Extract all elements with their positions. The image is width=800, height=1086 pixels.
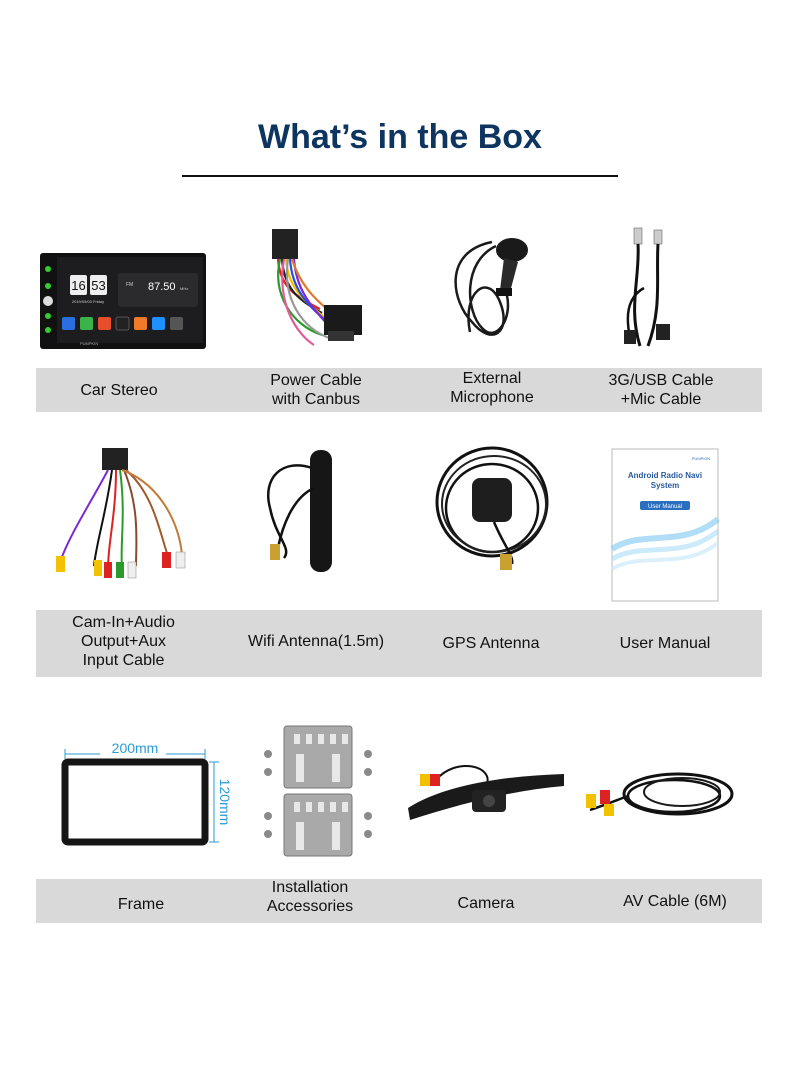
title-underline <box>182 175 618 177</box>
stereo-frequency: 87.50 <box>148 281 176 293</box>
stereo-brand: PUMPKIN <box>80 341 99 346</box>
user-manual-label: User Manual <box>619 635 711 652</box>
camera-label: Camera <box>457 894 515 912</box>
label-band-row-2 <box>36 610 762 677</box>
cam-in-audio-cable-image <box>50 444 200 584</box>
frame-width-label: 200mm <box>111 740 159 756</box>
frame-height-label: 120mm <box>217 778 233 826</box>
gps-antenna-image <box>434 446 552 576</box>
stereo-date: 2019/09/03 Friday <box>71 299 105 304</box>
manual-brand: PUMPKIN <box>691 456 710 461</box>
stereo-clock-minute: 53 <box>91 278 106 293</box>
av-cable-label: AV Cable (6M) <box>623 892 727 910</box>
external-microphone-image <box>452 232 534 352</box>
stereo-unit: MHz <box>180 286 189 291</box>
av-cable-image <box>582 766 737 828</box>
car-stereo-image <box>40 253 206 349</box>
user-manual-image <box>612 449 718 601</box>
label-band-row-3 <box>36 879 762 923</box>
usb-mic-cable-label: 3G/USB Cable +Mic Cable <box>608 372 714 408</box>
power-cable-image <box>262 225 372 355</box>
manual-badge: User Manual <box>647 504 683 510</box>
power-cable-label: Power Cable with Canbus <box>270 372 362 408</box>
camera-image <box>406 756 566 826</box>
installation-accessories-image <box>258 720 378 860</box>
frame-image <box>60 734 240 846</box>
page-title: What’s in the Box <box>258 118 542 156</box>
car-stereo-label: Car Stereo <box>80 381 158 399</box>
cam-in-audio-cable-label: Cam-In+Audio Output+Aux Input Cable <box>72 614 175 669</box>
label-band-row-1 <box>36 368 762 412</box>
stereo-band: FM <box>126 282 134 288</box>
installation-accessories-label: Installation Accessories <box>266 879 354 915</box>
wifi-antenna-label: Wifi Antenna(1.5m) <box>247 633 385 650</box>
manual-title: Android Radio Navi System <box>627 471 703 490</box>
wifi-antenna-image <box>262 448 342 576</box>
stereo-clock-hour: 16 <box>71 278 86 293</box>
external-microphone-label: External Microphone <box>450 370 534 406</box>
frame-label: Frame <box>117 895 165 913</box>
gps-antenna-label: GPS Antenna <box>442 635 540 652</box>
usb-mic-cable-image <box>618 228 678 350</box>
